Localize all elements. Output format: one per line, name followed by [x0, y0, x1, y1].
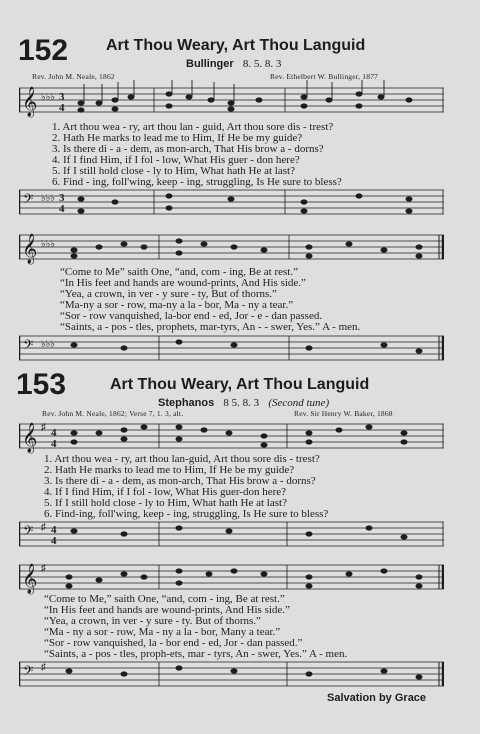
- hymn-title: Art Thou Weary, Art Thou Languid: [110, 376, 370, 393]
- tune-title: Bullinger: [186, 58, 234, 70]
- svg-text:𝄞: 𝄞: [22, 87, 38, 116]
- verse-line: 4. If I find Him, if I fol - low, What His guer - don here?: [52, 154, 300, 166]
- author-credit: Rev. John M. Neale, 1862: [32, 72, 115, 81]
- svg-text:3: 3: [59, 91, 65, 103]
- verse-line: 5. If I still hold close - ly to Him, What hath He at last?: [44, 497, 287, 509]
- treble-staff: [19, 80, 444, 124]
- verse-line: 5. If I still hold close - ly to Him, What hath He at last?: [52, 165, 295, 177]
- svg-text:𝄢: 𝄢: [23, 339, 34, 356]
- meter: 8 5. 8. 3: [223, 397, 260, 409]
- bass-staff: [19, 658, 444, 692]
- verse-line: 3. Is there di - a - dem, as mon-arch, That His brow a - dorns?: [52, 143, 324, 155]
- svg-text:𝄢: 𝄢: [23, 665, 34, 682]
- meter: 8. 5. 8. 3: [242, 58, 282, 70]
- verse-line: 2. Hath He marks to lead me to Him, If He be my guide?: [44, 464, 295, 476]
- svg-text:𝄞: 𝄞: [22, 564, 38, 593]
- svg-text:𝄞: 𝄞: [22, 234, 38, 263]
- hymn-number: 152: [18, 34, 69, 67]
- bass-staff: [19, 332, 444, 366]
- verse-block: [60, 267, 360, 333]
- verse-line: 6. Find-ing, foll'wing, keep - ing, struggling, Is He sure to bless?: [44, 508, 329, 520]
- verse-block: [44, 454, 328, 520]
- bass-staff: [19, 516, 444, 552]
- second-tune-note: (Second tune): [268, 397, 330, 409]
- svg-text:4: 4: [51, 427, 57, 439]
- verse-line: “In His feet and hands are wound-prints, And His side.”: [44, 604, 290, 616]
- verse-line: “In His feet and hands are wound-prints, And His side.”: [60, 277, 306, 289]
- bass-staff: [19, 184, 444, 220]
- verse-line: 6. Find - ing, foll'wing, keep - ing, struggling, Is He sure to bless?: [52, 176, 342, 188]
- verse-line: “Come to Me” saith One, “and, com - ing, Be at rest.”: [60, 266, 298, 278]
- composer-credit: Rev. Ethelbert W. Bullinger, 1877: [270, 72, 379, 81]
- verse-line: “Saints, a - pos - tles, proph-ets, mar - tyrs, An - swer, Yes.” A - men.: [44, 648, 348, 660]
- composer-credit: Rev. Sir Henry W. Baker, 1868: [294, 409, 393, 418]
- svg-text:♯: ♯: [41, 563, 46, 574]
- treble-staff: [19, 414, 444, 458]
- svg-text:𝄢: 𝄢: [23, 193, 34, 210]
- hymn-title: Art Thou Weary, Art Thou Languid: [106, 37, 366, 54]
- verse-line: “Ma - ny a sor - row, Ma - ny a la - bor, Many a tear.”: [44, 626, 281, 638]
- svg-text:3: 3: [59, 192, 65, 204]
- svg-text:♭♭♭: ♭♭♭: [41, 339, 56, 350]
- treble-staff: [19, 555, 444, 597]
- verse-line: “Yea, a crown, in ver - y sure - ty, But of thorns.”: [60, 288, 277, 300]
- verse-line: “Sor - row vanquished, la-bor end - ed, Jor - e - dan passed.: [60, 310, 323, 322]
- svg-text:♯: ♯: [41, 662, 46, 673]
- verse-line: “Ma-ny a sor - row, ma-ny a la - bor, Ma - ny a tear.”: [60, 299, 294, 311]
- verse-line: 1. Art thou wea - ry, art thou lan-guid, Art thou sore dis - trest?: [44, 453, 320, 465]
- svg-text:♭♭♭: ♭♭♭: [41, 193, 56, 204]
- verse-line: “Saints, a - pos - tles, prophets, mar-tyrs, An - - swer, Yes.” A - men.: [60, 321, 361, 333]
- svg-text:♯: ♯: [41, 422, 46, 433]
- tune-name: [158, 397, 329, 409]
- svg-text:4: 4: [51, 535, 57, 547]
- svg-text:4: 4: [51, 438, 57, 450]
- svg-text:4: 4: [59, 203, 65, 215]
- treble-staff: [19, 225, 444, 269]
- verse-line: 1. Art thou wea - ry, art thou lan - guid, Art thou sore dis - trest?: [52, 121, 334, 133]
- svg-text:♭♭♭: ♭♭♭: [41, 239, 56, 250]
- verse-line: 3. Is there di - a - dem, as mon-arch, That His brow a - dorns?: [44, 475, 316, 487]
- svg-text:4: 4: [51, 524, 57, 536]
- author-credit: Rev. John M. Neale, 1862; Verse 7, 1. 3, alt.: [42, 409, 184, 418]
- svg-text:𝄞: 𝄞: [22, 423, 38, 452]
- svg-text:𝄢: 𝄢: [23, 525, 34, 542]
- svg-text:♭♭♭: ♭♭♭: [41, 92, 56, 103]
- tune-title: Stephanos: [158, 397, 215, 409]
- verse-block: [52, 122, 342, 188]
- tune-name: [186, 58, 281, 70]
- hymn-number: 153: [16, 368, 67, 401]
- verse-line: 2. Hath He marks to lead me to Him, If He be my guide?: [52, 132, 303, 144]
- svg-text:♯: ♯: [41, 522, 46, 533]
- section-footer: Salvation by Grace: [327, 692, 427, 704]
- verse-line: “Come to Me,” saith One, “and, com - ing, Be at rest.”: [44, 593, 285, 605]
- svg-text:4: 4: [59, 102, 65, 114]
- verse-line: “Sor - row vanquished, la - bor end - ed, Jor - dan passed.”: [44, 637, 303, 649]
- verse-line: 4. If I find Him, if I fol - low, What His guer-don here?: [44, 486, 287, 498]
- verse-block: [44, 594, 347, 660]
- verse-line: “Yea, a crown, in ver - y sure - ty. But of thorns.”: [44, 615, 261, 627]
